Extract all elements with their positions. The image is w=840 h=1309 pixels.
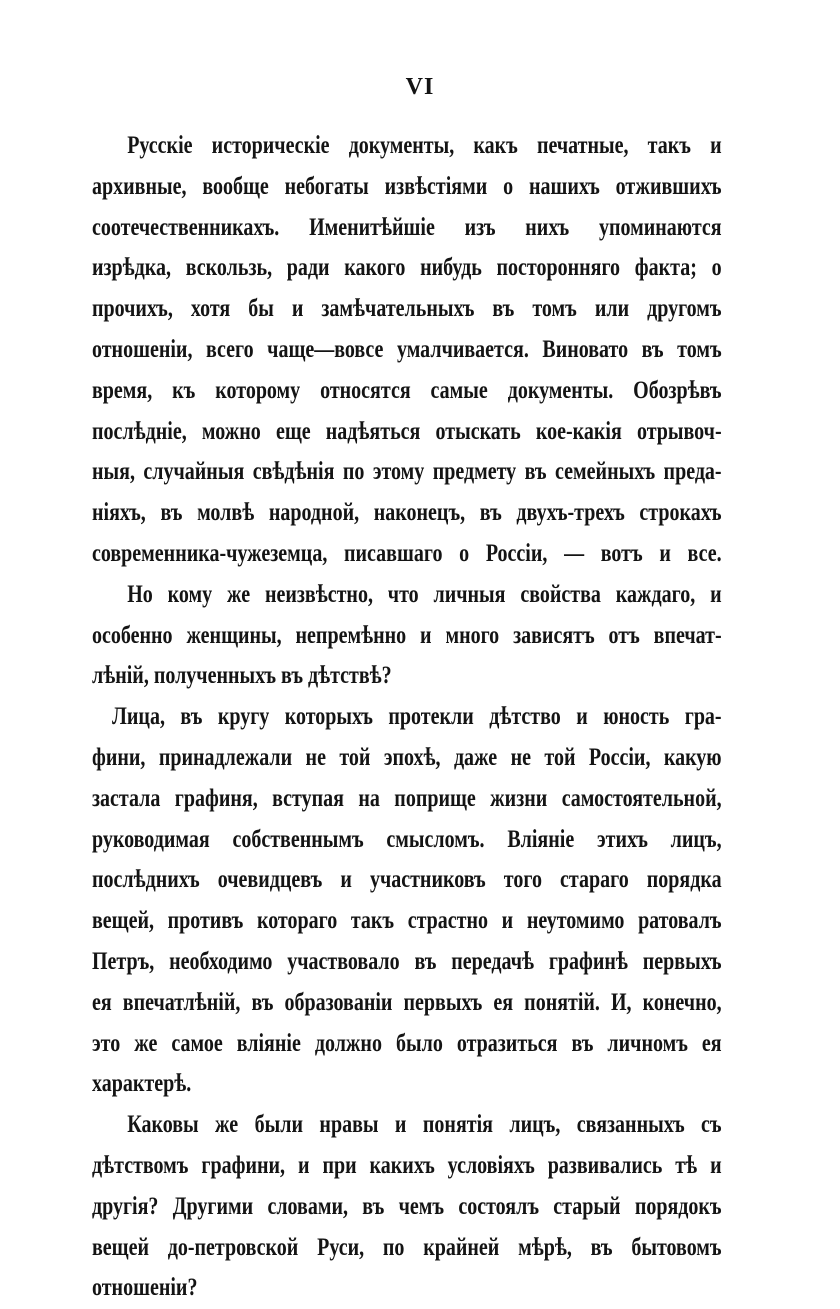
text-line: Русскіе историческіе документы, какъ печатные, такъ и bbox=[127, 132, 722, 159]
text-line: послѣднихъ очевидцевъ и участниковъ того стараго порядка bbox=[92, 866, 722, 894]
text-line: вещей до-петровской Руси, по крайней мѣрѣ, въ бытовомъ bbox=[92, 1233, 722, 1261]
text-line: лѣній, полученныхъ въ дѣтствѣ? bbox=[92, 662, 392, 690]
text-line: отношеніи? bbox=[92, 1274, 198, 1302]
text-line: это же самое вліяніе должно было отразиться въ личномъ ея bbox=[92, 1029, 722, 1057]
text-line: ныя, случайныя свѣдѣнія по этому предмету въ семейныхъ преда- bbox=[92, 458, 722, 486]
text-line: ея впечатлѣній, въ образованіи первыхъ ея понятій. И, конечно, bbox=[92, 988, 722, 1016]
page-number: VI bbox=[405, 74, 435, 100]
text-line: отношеніи, всего чаще—вовсе умалчивается. Виновато въ томъ bbox=[92, 335, 722, 363]
text-line: архивные, вообще небогаты извѣстіями о нашихъ отжившихъ bbox=[92, 172, 722, 200]
text-line: особенно женщины, непремѣнно и много зависятъ отъ впечат- bbox=[92, 621, 722, 649]
text-line: прочихъ, хотя бы и замѣчательныхъ въ томъ или другомъ bbox=[92, 295, 722, 323]
text-line: Лица, въ кругу которыхъ протекли дѣтство и юность гра- bbox=[112, 703, 722, 731]
text-line: Каковы же были нравы и понятія лицъ, связанныхъ съ bbox=[127, 1111, 722, 1139]
text-line: застала графиня, вступая на поприще жизни самостоятельной, bbox=[92, 784, 722, 812]
text-line: современника-чужеземца, писавшаго о Россіи, — вотъ и все. bbox=[92, 539, 722, 567]
text-line: руководимая собственнымъ смысломъ. Вліяніе этихъ лицъ, bbox=[92, 825, 722, 853]
text-line: фини, принадлежали не той эпохѣ, даже не той Россіи, какую bbox=[92, 743, 722, 771]
text-line: другія? Другими словами, въ чемъ состоялъ старый порядокъ bbox=[92, 1192, 722, 1220]
text-line: изрѣдка, вскользь, ради какого нибудь посторонняго факта; о bbox=[92, 254, 722, 282]
text-line: Петръ, необходимо участвовало въ передачѣ графинѣ первыхъ bbox=[92, 947, 722, 975]
text-line: вещей, противъ котораго такъ страстно и неутомимо ратовалъ bbox=[92, 907, 722, 935]
text-line: послѣдніе, можно еще надѣяться отыскать кое-какія отрывоч- bbox=[92, 417, 722, 445]
text-line: Но кому же неизвѣстно, что личныя свойства каждаго, и bbox=[127, 580, 722, 608]
text-line: характерѣ. bbox=[92, 1070, 192, 1098]
text-line: ніяхъ, въ молвѣ народной, наконецъ, въ двухъ-трехъ строкахъ bbox=[92, 499, 722, 527]
text-line: дѣтствомъ графини, и при какихъ условіяхъ развивались тѣ и bbox=[92, 1151, 722, 1179]
text-line: соотечественникахъ. Именитѣйшіе изъ нихъ упоминаются bbox=[92, 213, 722, 241]
body-text bbox=[92, 126, 722, 1309]
text-line: время, къ которому относятся самые документы. Обозрѣвъ bbox=[92, 376, 722, 404]
